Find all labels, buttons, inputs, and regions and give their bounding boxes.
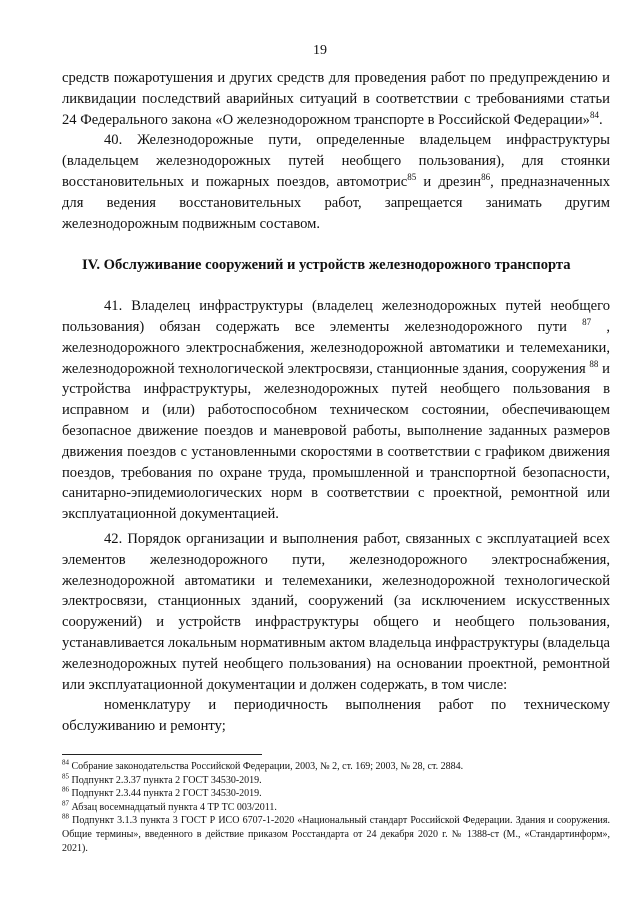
footnote-text: Подпункт 2.3.37 пункта 2 ГОСТ 34530-2019. <box>69 774 262 786</box>
footnote-88 <box>62 814 610 855</box>
footnote-text: Подпункт 3.1.3 пункта 3 ГОСТ Р ИСО 6707-1-2020 «Национальный стандарт Российской Федерации. Здания и сооружения. Общие термины», введенного в действие приказом Росстандарта от 24 декабря 2020 г. № 1388-ст (М., «Стандартинформ», 2021). <box>62 815 610 854</box>
paragraph-text: и дрезин <box>416 173 482 190</box>
footnote-text: Собрание законодательства Российской Федерации, 2003, № 2, ст. 169; 2003, № 28, ст. 2884. <box>69 761 464 772</box>
paragraph-text: средств пожаротушения и других средств для проведения работ по предупреждению и ликвидации последствий аварийных ситуаций в соответствии с требованиями статьи 24 Федерального закона «О железнодорожном транспорте в Российской Федерации» <box>62 70 610 128</box>
footnote-ref[interactable]: 86 <box>481 172 491 183</box>
paragraph-40 <box>62 130 610 234</box>
paragraph-42: 42. Порядок организации и выполнения работ, связанных с эксплуатацией всех элементов железнодорожного пути, железнодорожного электроснабжения, железнодорожной автоматики и телемеханики, железнодорожной технологической электросвязи, станционных зданий, сооружений (за исключением искусственных сооружений) и устройств инфраструктуры общего и необщего пользования, устанавливается локальным нормативным актом владельца инфраструктуры (владельца железнодорожных путей необщего пользования) на основании проектной, ремонтной или эксплуатационной документации и должен содержать, в том числе: <box>62 530 610 693</box>
document-body <box>62 68 610 737</box>
footnote-84 <box>62 760 610 774</box>
paragraph-text: 40. Железнодорожные пути, определенные владельцем инфраструктуры (владельцем железнодорожных путей необщего пользования), для стоянки восстановительных и пожарных поездов, автомотрис <box>62 132 610 190</box>
footnote-number: 86 <box>62 785 69 794</box>
footnotes <box>62 760 610 855</box>
footnote-number: 84 <box>62 758 69 767</box>
section-heading: IV. Обслуживание сооружений и устройств железнодорожного транспорта <box>82 257 571 274</box>
footnote-text: Абзац восемнадцатый пункта 4 ТР ТС 003/2011. <box>69 801 277 813</box>
footnote-divider <box>62 754 262 755</box>
footnote-number: 85 <box>62 772 69 781</box>
paragraph-text: . <box>598 111 603 128</box>
paragraph-41 <box>62 296 610 525</box>
footnote-number: 88 <box>62 813 69 822</box>
paragraph-text: , железнодорожного электроснабжения, железнодорожной автоматики и телемеханики, железнодорожной технологической электросвязи, станционные здания, сооружения <box>62 318 610 377</box>
paragraph-text: и устройства инфраструктуры, железнодорожных путей необщего пользования в исправном и (или) работоспособном техническом состоянии, обеспечивающем безопасное движение поездов и маневровой работы, выполнение заданных размеров движения поездов с установленными скоростями в соответствии с графиком движения поездов, требования по охране труда, промышленной и транспортной безопасности, санитарно-эпидемиологических норм в соответствии с проектной, ремонтной или эксплуатационной документацией. <box>62 360 610 523</box>
footnote-86 <box>62 787 610 801</box>
page-number: 19 <box>313 43 327 58</box>
paragraph-continuation <box>62 68 610 130</box>
footnote-number: 87 <box>62 799 69 808</box>
paragraph-text: , предназначенных для ведения восстановительных работ, запрещается занимать другим железнодорожным подвижным составом. <box>62 173 610 232</box>
footnote-87 <box>62 801 610 815</box>
footnote-ref[interactable]: 87 <box>582 317 592 328</box>
footnote-text: Подпункт 2.3.44 пункта 2 ГОСТ 34530-2019. <box>69 788 262 800</box>
paragraph-list-item: номенклатуру и периодичность выполнения работ по техническому обслуживанию и ремонту; <box>62 697 610 735</box>
footnote-ref[interactable]: 84 <box>589 109 599 120</box>
footnote-85 <box>62 774 610 788</box>
footnote-ref[interactable]: 85 <box>407 172 417 183</box>
footnote-ref[interactable]: 88 <box>589 358 599 369</box>
paragraph-text: 41. Владелец инфраструктуры (владелец железнодорожных путей необщего пользования) обязан содержать все элементы железнодорожного пути <box>62 298 610 335</box>
